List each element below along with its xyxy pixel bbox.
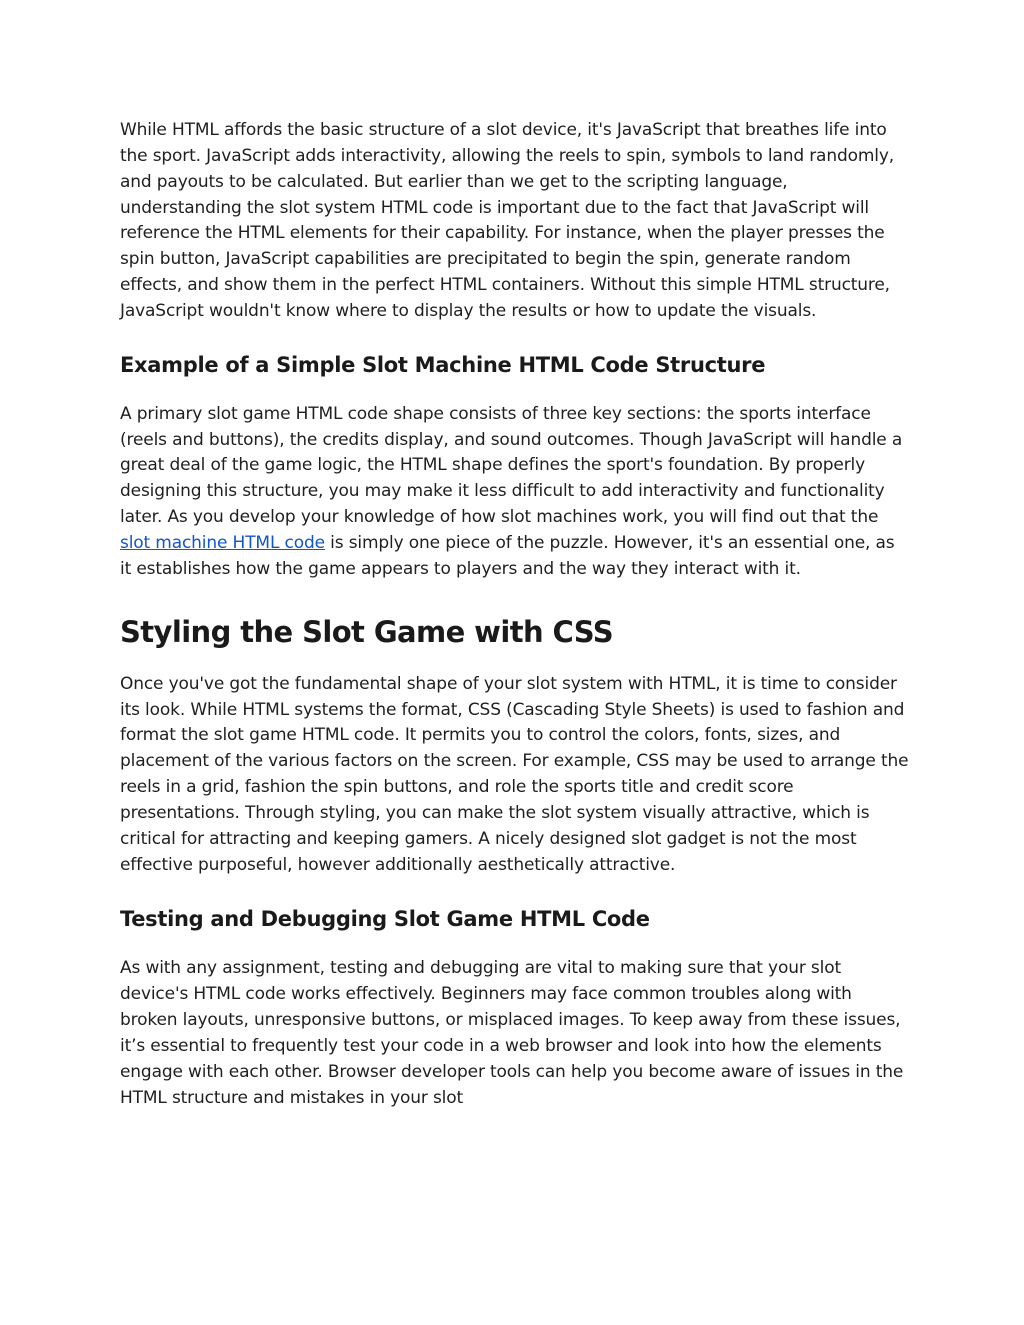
- slot-machine-html-code-link[interactable]: slot machine HTML code: [120, 532, 325, 553]
- paragraph-styling-css: Once you've got the fundamental shape of your slot system with HTML, it is time to consider its look. While HTML systems the format, CSS (Cascading Style Sheets) is used to fashion and format the slot game HTML code. It permits you to control the colors, fonts, sizes, and placement of the various factors on the screen. For example, CSS may be used to arrange the reels in a grid, fashion the spin buttons, and role the sports title and credit score presentations. Through styling, you can make the slot system visually attractive, which is critical for attracting and keeping gamers. A nicely designed slot gadget is not the most effective purposeful, however additionally aesthetically attractive.: [120, 673, 909, 875]
- paragraph-text-after-link: is simply one piece of the puzzle. However, it's an essential one, as it establishes how the game appears to players and the way they interact with it.: [120, 532, 895, 579]
- paragraph-testing-debugging: As with any assignment, testing and debugging are vital to making sure that your slot device's HTML code works effectively. Beginners may face common troubles along with broken layouts, unresponsive buttons, or misplaced images. To keep away from these issues, it’s essential to frequently test your code in a web browser and look into how the elements engage with each other. Browser developer tools can help you become aware of issues in the HTML structure and mistakes in your slot: [120, 958, 904, 1108]
- paragraph-intro: While HTML affords the basic structure of a slot device, it's JavaScript that breathes life into the sport. JavaScript adds interactivity, allowing the reels to spin, symbols to land randomly, and payouts to be calculated. But earlier than we get to the scripting language, understanding the slot system HTML code is important due to the fact that JavaScript will reference the HTML elements for their capability. For instance, when the player presses the spin button, JavaScript capabilities are precipitated to begin the spin, generate random effects, and show them in the perfect HTML containers. Without this simple HTML structure, JavaScript wouldn't know where to display the results or how to update the visuals.: [120, 120, 894, 321]
- paragraph-text-before-link: A primary slot game HTML code shape consists of three key sections: the sports interface (reels and buttons), the credits display, and sound outcomes. Though JavaScript will handle a great deal of the game logic, the HTML shape defines the sport's foundation. By properly designing this structure, you may make it less difficult to add interactivity and functionality later. As you develop your knowledge of how slot machines work, you will find out that the: [120, 403, 903, 528]
- paragraph-example-structure: [120, 402, 910, 583]
- heading-testing-debugging: Testing and Debugging Slot Game HTML Code: [120, 907, 650, 932]
- heading-styling-css: Styling the Slot Game with CSS: [120, 614, 613, 649]
- document-page: [120, 118, 910, 1111]
- heading-example-structure: Example of a Simple Slot Machine HTML Code Structure: [120, 352, 766, 377]
